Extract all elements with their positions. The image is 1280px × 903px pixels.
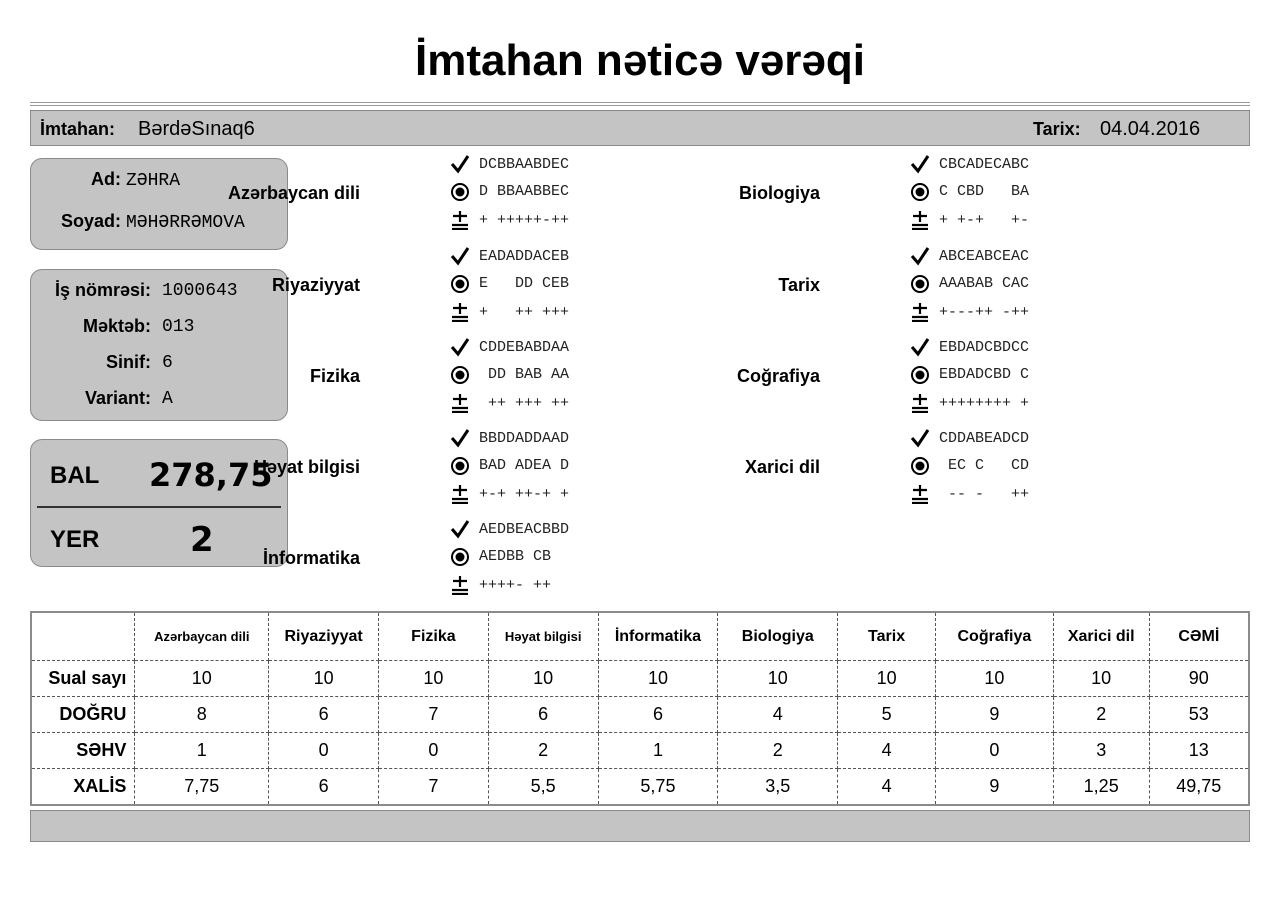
table-header: Azərbaycan dili [135, 612, 269, 661]
subject-name: Biologiya [738, 183, 820, 203]
subject-name: Azərbaycan dili [227, 183, 360, 203]
table-cell: 10 [718, 661, 838, 697]
rank-label: YER [50, 526, 100, 553]
radio-bullet-icon [910, 274, 930, 294]
table-cell: 10 [135, 661, 269, 697]
table-row [31, 661, 1249, 697]
subject-name: Coğrafiya [736, 366, 820, 386]
exam-label: İmtahan: [40, 119, 116, 139]
table-row [31, 733, 1249, 769]
table-cell: 5,5 [488, 769, 598, 806]
checkmark-icon [450, 337, 470, 357]
student-answers: C CBD BA [939, 183, 1030, 200]
table-header: Coğrafiya [935, 612, 1053, 661]
table-row [31, 697, 1249, 733]
student-surname: MƏHƏRRƏMOVA [126, 213, 245, 233]
answer-key: EBDADCBDCC [939, 339, 1030, 356]
table-header: Fizika [379, 612, 489, 661]
table-cell: 49,75 [1149, 769, 1249, 806]
plus-minus-icon [910, 484, 930, 504]
answer-key: DCBBAABDEC [479, 156, 570, 173]
school-label: Məktəb: [82, 316, 151, 336]
table-corner [31, 612, 135, 661]
student-answers: DD BAB AA [479, 366, 570, 383]
table-cell: 53 [1149, 697, 1249, 733]
table-cell: 8 [135, 697, 269, 733]
table-cell: 0 [935, 733, 1053, 769]
student-answers: EC C CD [939, 457, 1030, 474]
table-header: Biologiya [718, 612, 838, 661]
plus-minus-icon [910, 302, 930, 322]
student-answers: AAABAB CAC [939, 275, 1030, 292]
radio-bullet-icon [450, 182, 470, 202]
radio-bullet-icon [450, 365, 470, 385]
table-cell: 13 [1149, 733, 1249, 769]
table-cell: 1 [135, 733, 269, 769]
footer-bar [30, 810, 1250, 842]
row-label: DOĞRU [31, 697, 135, 733]
student-name-box [30, 158, 288, 250]
plus-minus-icon [450, 393, 470, 413]
checkmark-icon [910, 337, 930, 357]
radio-bullet-icon [450, 274, 470, 294]
work-number: 1000643 [162, 281, 238, 301]
checkmark-icon [450, 246, 470, 266]
class-label: Sinif: [106, 352, 151, 372]
table-cell: 9 [935, 697, 1053, 733]
class-value: 6 [162, 353, 173, 373]
score-label: BAL [50, 462, 100, 489]
checkmark-icon [910, 246, 930, 266]
table-cell: 4 [838, 733, 936, 769]
checkmark-icon [450, 154, 470, 174]
exam-date: 04.04.2016 [1100, 118, 1201, 140]
subject-name: Riyaziyyat [271, 275, 360, 295]
variant-value: A [162, 389, 173, 409]
table-cell: 1 [598, 733, 718, 769]
table-cell: 10 [838, 661, 936, 697]
name-label: Ad: [91, 169, 121, 189]
subject-name: Tarix [778, 275, 820, 295]
score-divider [37, 506, 281, 508]
title-divider-2 [30, 105, 1250, 106]
table-cell: 10 [269, 661, 379, 697]
table-cell: 7 [379, 769, 489, 806]
subject-name: Fizika [309, 366, 360, 386]
table-cell: 1,25 [1053, 769, 1149, 806]
answer-marks: + +-+ +- [939, 212, 1030, 229]
checkmark-icon [450, 519, 470, 539]
answer-key: CBCADECABC [939, 156, 1030, 173]
work-number-label: İş nömrəsi: [54, 280, 151, 300]
answer-key: CDDABEADCD [939, 430, 1030, 447]
subject-name: Xarici dil [744, 457, 820, 477]
plus-minus-icon [910, 393, 930, 413]
answer-key: AEDBEACBBD [479, 521, 570, 538]
table-cell: 3 [1053, 733, 1149, 769]
plus-minus-icon [910, 210, 930, 230]
student-answers: AEDBB CB [479, 548, 552, 565]
row-label: SƏHV [31, 733, 135, 769]
table-cell: 2 [488, 733, 598, 769]
answer-marks: + +++++-++ [479, 212, 570, 229]
table-header: Xarici dil [1053, 612, 1149, 661]
checkmark-icon [910, 428, 930, 448]
answer-key: BBDDADDAAD [479, 430, 570, 447]
plus-minus-icon [450, 210, 470, 230]
table-cell: 4 [838, 769, 936, 806]
subject-name: Həyat bilgisi [253, 457, 360, 477]
table-cell: 0 [379, 733, 489, 769]
table-header: Riyaziyyat [269, 612, 379, 661]
radio-bullet-icon [910, 365, 930, 385]
table-header: Həyat bilgisi [488, 612, 598, 661]
school-number: 013 [162, 317, 195, 337]
answer-marks: + ++ +++ [479, 304, 570, 321]
table-cell: 3,5 [718, 769, 838, 806]
table-cell: 6 [269, 769, 379, 806]
results-table [30, 611, 1250, 806]
table-cell: 10 [1053, 661, 1149, 697]
answer-marks: ++ +++ ++ [479, 395, 570, 412]
answer-marks: ++++- ++ [479, 577, 552, 594]
score-value: 278,75 [149, 456, 273, 494]
answer-key: CDDEBABDAA [479, 339, 570, 356]
exam-name: BərdəSınaq6 [138, 118, 255, 140]
title-divider [30, 102, 1250, 103]
exam-info-bar [30, 110, 1250, 146]
table-cell: 10 [935, 661, 1053, 697]
table-cell: 4 [718, 697, 838, 733]
row-label: XALİS [31, 769, 135, 806]
answer-marks: -- - ++ [939, 486, 1030, 503]
table-cell: 6 [488, 697, 598, 733]
table-cell: 5 [838, 697, 936, 733]
radio-bullet-icon [450, 547, 470, 567]
checkmark-icon [910, 154, 930, 174]
subject-name: İnformatika [262, 548, 360, 568]
table-cell: 2 [1053, 697, 1149, 733]
checkmark-icon [450, 428, 470, 448]
surname-label: Soyad: [60, 211, 121, 231]
answer-marks: +---++ -++ [939, 304, 1030, 321]
table-row [31, 769, 1249, 806]
table-cell: 6 [269, 697, 379, 733]
table-cell: 2 [718, 733, 838, 769]
table-header: İnformatika [598, 612, 718, 661]
student-answers: D BBAABBEC [479, 183, 570, 200]
answer-key: EADADDACEB [479, 248, 570, 265]
variant-label: Variant: [84, 388, 151, 408]
answer-key: ABCEABCEAC [939, 248, 1030, 265]
plus-minus-icon [450, 484, 470, 504]
plus-minus-icon [450, 302, 470, 322]
radio-bullet-icon [910, 456, 930, 476]
radio-bullet-icon [450, 456, 470, 476]
answer-marks: ++++++++ + [939, 395, 1030, 412]
table-cell: 7 [379, 697, 489, 733]
radio-bullet-icon [910, 182, 930, 202]
table-header: Tarix [838, 612, 936, 661]
plus-minus-icon [450, 575, 470, 595]
table-cell: 10 [379, 661, 489, 697]
table-cell: 9 [935, 769, 1053, 806]
student-answers: E DD CEB [479, 275, 570, 292]
table-cell: 10 [488, 661, 598, 697]
page-title: İmtahan nəticə vərəqi [415, 36, 865, 85]
rank-value: 2 [190, 520, 214, 560]
answer-marks: +-+ ++-+ + [479, 486, 570, 503]
student-name: ZƏHRA [126, 171, 181, 191]
table-cell: 90 [1149, 661, 1249, 697]
date-label: Tarix: [1033, 119, 1081, 139]
table-cell: 7,75 [135, 769, 269, 806]
table-cell: 5,75 [598, 769, 718, 806]
table-cell: 0 [269, 733, 379, 769]
student-answers: BAD ADEA D [479, 457, 570, 474]
student-answers: EBDADCBD C [939, 366, 1030, 383]
table-cell: 6 [598, 697, 718, 733]
row-label: Sual sayı [31, 661, 135, 697]
table-header: CƏMİ [1149, 612, 1249, 661]
table-cell: 10 [598, 661, 718, 697]
